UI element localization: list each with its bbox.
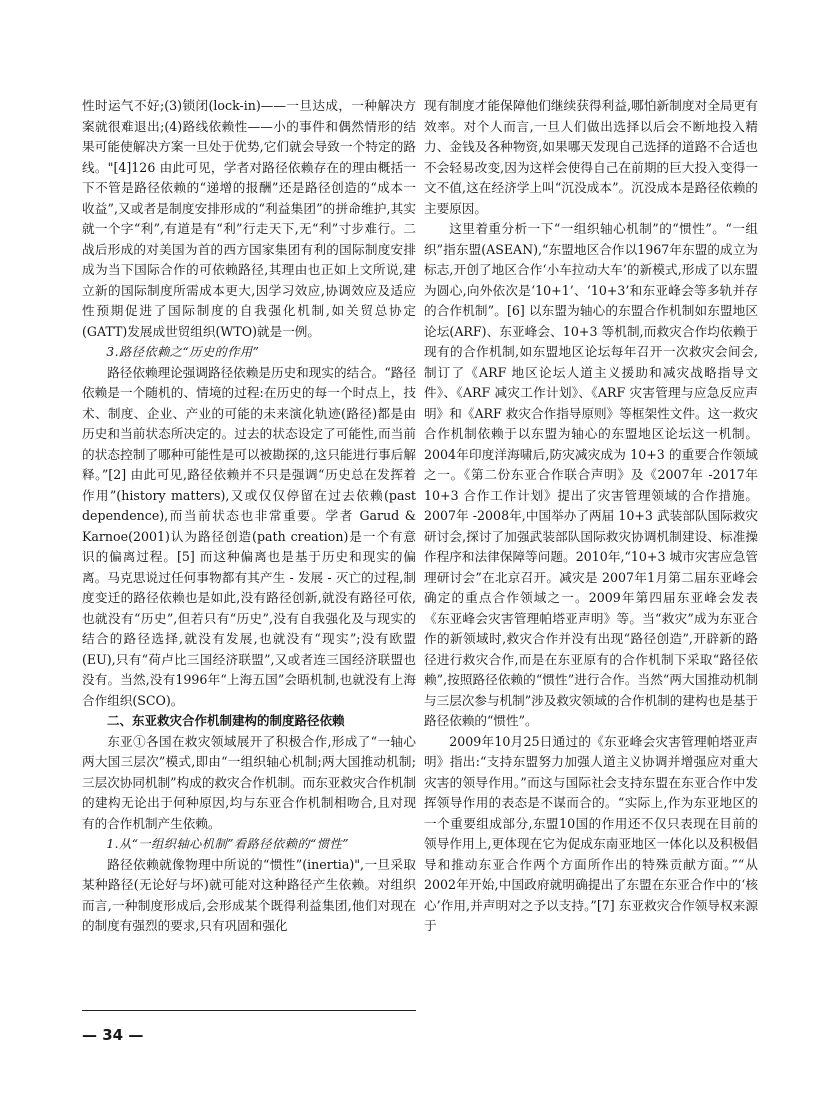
left-paragraph-1: 性时运气不好;(3)锁闭(lock-in)——一旦达成，一种解决方案就很难退出;(4)路线依赖性——小的事件和偶然情形的结果可能使解决方案一旦处于优势,它们就会导致一个特定的路线。"[4]126 由此可见，学者对路径依赖存在的理由概括一下不管是路径依赖的“递增的报酬”还是路径创造的“成本一收益”,又或者是制度安排形成的“利益集团”的拼命维护,其实就一个字“利”,有道是有“利”行走天下,无“利”寸步难行。二战后形成的对美国为首的西方国家集团有利的国际制度安排成为当下国际合作的可依赖路径,其理由也正如上文所说,建立新的国际制度所需成本更大,因学习效应,协调效应及适应性预期促进了国际制度的自我强化机制,如关贸总协定(GATT)发展成世贸组织(WTO)就是一例。 xyxy=(82,98,416,339)
heading-history-role: 3.路径依赖之“历史的作用” xyxy=(106,345,260,359)
right-paragraph-1: 现有制度才能保障他们继续获得利益,哪怕新制度对全局更有效率。对个人而言,一旦人们做出选择以后会不断地投入精力、金钱及各种物资,如果哪天发现自己选择的道路不合适也不会轻易改变,因为这样会使得自己在前期的巨大投入变得一文不值,这在经济学上叫“沉没成本”。沉没成本是路径依赖的主要原因。 xyxy=(424,98,758,216)
left-paragraph-3: 东亚①各国在救灾领域展开了积极合作,形成了“一轴心两大国三层次”模式,即由“一组织轴心机制;两大国推动机制;三层次协同机制”构成的救灾合作机制。而东亚救灾合作机制的建构无论出于何种原因,均与东亚合作机制相吻合,且对现有的合作机制产生依赖。 xyxy=(82,733,416,831)
section-heading-2: 二、东亚救灾合作机制建构的制度路径依赖 xyxy=(107,713,345,728)
footer-rule xyxy=(82,1010,416,1011)
left-paragraph-4: 路径依赖就像物理中所说的“惯性”(inertia)",一旦采取某种路径(无论好与坏)就可能对这种路径产生依赖。对组织而言,一种制度形成后,会形成某个既得利益集团,他们对现在的制度有强烈的要求,只有巩固和强化 xyxy=(82,856,416,933)
right-column xyxy=(424,96,758,937)
right-paragraph-3: 2009年10月25日通过的《东亚峰会灾害管理帕塔亚声明》指出:“支持东盟努力加强人道主义协调并增强应对重大灾害的领导作用。”而这与国际社会支持东盟在东亚合作中发挥领导作用的表态是不谋而合的。“实际上,作为东亚地区的一个重要组成部分,东盟10国的作用还不仅只表现在目前的领导作用上,更体现在它为促成东南亚地区一体化以及积极倡导和推动东亚合作两个方面所作出的特殊贡献方面。”“从2002年开始,中国政府就明确提出了东盟在东亚合作中的‘核心’作用,并声明对之予以支持。”[7] 东亚救灾合作领导权来源于 xyxy=(424,733,758,933)
heading-inertia: 1.从“一组织轴心机制”看路径依赖的“惯性” xyxy=(106,837,349,851)
left-column xyxy=(82,96,416,937)
left-paragraph-2: 路径依赖理论强调路径依赖是历史和现实的结合。“路径依赖是一个随机的、情境的过程:在历史的每一个时点上，技术、制度、企业、产业的可能的未来演化轨迹(路径)都是由历史和当前状态所决定的。过去的状态设定了可能性,而当前的状态控制了哪种可能性是可以被勘探的,这只能进行事后解释。”[2] 由此可见,路径依赖并不只是强调“历史总在发挥着作用”(history matters),又或仅仅停留在过去依赖(past dependence),而当前状态也非常重要。学者 Garud & Karnoe(2001)认为路径创造(path creation)是一个有意识的偏离过程。[5] 而这种偏离也是基于历史和现实的偏离。马克思说过任何事物都有其产生 - 发展 - 灭亡的过程,制度变迁的路径依赖也是如此,没有路径创新,就没有路径可依,也就没有“历史”,但若只有“历史”,没有自我强化及与现实的结合的路径选择,就没有发展,也就没有“现实”;没有欧盟(EU),只有“荷卢比三国经济联盟”,又或者连三国经济联盟也没有。当然,没有1996年“上海五国”会晤机制,也就没有上海合作组织(SCO)。 xyxy=(82,364,416,708)
right-paragraph-2: 这里着重分析一下“一组织轴心机制”的“惯性”。“一组织”指东盟(ASEAN),“东盟地区合作以1967年东盟的成立为标志,开创了地区合作‘小车拉动大车’的新模式,形成了以东盟为圆心,向外依次是‘10+1’、‘10+3’和东亚峰会等多轨并存的合作机制”。[6] 以东盟为轴心的东盟合作机制如东盟地区论坛(ARF)、东亚峰会、10+3 等机制,而救灾合作均依赖于现有的合作机制,如东盟地区论坛每年召开一次救灾会间会,制订了《ARF 地区论坛人道主义援助和减灾战略指导文件》、《ARF 减灾工作计划》、《ARF 灾害管理与应急反应声明》和《ARF 救灾合作指导原则》等框架性文件。这一救灾合作机制依赖于以东盟为轴心的东盟地区论坛这一机制。2004年印度洋海啸后,防灾减灾成为 10+3 的重要合作领域之一。《第二份东亚合作联合声明》及《2007年 -2017年 10+3 合作工作计划》提出了灾害管理领域的合作措施。2007年 -2008年,中国举办了两届 10+3 武装部队国际救灾研讨会,探讨了加强武装部队国际救灾协调机制建设、标准操作程序和法律保障等问题。2010年,“10+3 城市灾害应急管理研讨会”在北京召开。减灾是 2007年1月第二届东亚峰会确定的重点合作领域之一。2009年第四届东亚峰会发表《东亚峰会灾害管理帕塔亚声明》等。当“救灾”成为东亚合作的新领域时,救灾合作并没有出现“路径创造”,开辟新的路径进行救灾合作,而是在东亚原有的合作机制下采取“路径依赖”,按照路径依赖的“惯性”进行合作。当然“两大国推动机制与三层次参与机制”涉及救灾领域的合作机制的建构也是基于路径依赖的“惯性”。 xyxy=(424,221,758,728)
page-number: — 34 — xyxy=(82,1026,144,1044)
